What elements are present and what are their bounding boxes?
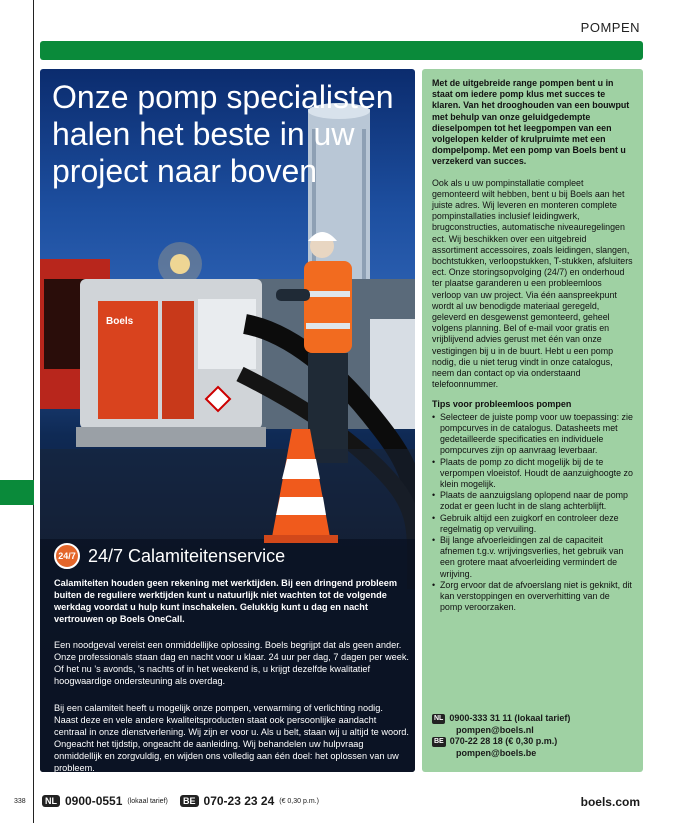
- section-side-tab: [0, 480, 34, 505]
- page-margin-line: [33, 0, 34, 823]
- contact-block: [432, 713, 570, 759]
- footer-nl-note: (lokaal tarief): [127, 797, 168, 805]
- clock-24-7-icon: 24/7: [54, 543, 80, 569]
- header-bar: [40, 41, 643, 60]
- footer-be-number[interactable]: 070-23 23 24: [203, 794, 275, 808]
- calamity-paragraph-1: Een noodgeval vereist een onmiddellijke oplossing. Boels begrijpt dat als geen ander. Onze professionals staan dag en nacht voor u klaar. 24 uur per dag, 7 dagen per week. Of het nu 's avonds, 's nachts of in het weekend is, u krijgt dezelfde kwalitatief hoogwaardige ondersteuning als overdag.: [54, 640, 409, 686]
- list-item: • Zorg ervoor dat de afvoerslang niet is geknikt, dit kan verstoppingen en oververhitting van de pomp veroorzaken.: [432, 580, 633, 614]
- list-item: • Selecteer de juiste pomp voor uw toepassing: zie pompcurves in de catalogus. Datasheets met gedetailleerde specificaties en individuele pompcurves zijn op aanvraag leverbaar.: [432, 412, 633, 457]
- be-phone[interactable]: 070-22 28 18 (€ 0,30 p.m.): [449, 736, 558, 746]
- footer-be-note: (€ 0,30 p.m.): [279, 797, 319, 805]
- list-item: • Gebruik altijd een zuigkorf en controleer deze regelmatig op vervuiling.: [432, 513, 633, 535]
- hero-title: Onze pomp specialisten halen het beste in uw project naar boven: [52, 79, 394, 189]
- list-item: • Plaats de pomp zo dicht mogelijk bij de te verpompen vloeistof. Houdt de aanzuighoogte zo klein mogelijk.: [432, 457, 633, 491]
- section-title: POMPEN: [580, 20, 640, 35]
- calamity-intro: Calamiteiten houden geen rekening met werktijden. Bij een dringend probleem buiten de reguliere werktijden kunt u natuurlijk niet wachten tot de volgende werkdag voordat u hulp kunt inschakelen. Gelukkig kunt u dag en nacht vertrouwen op Boels OneCall.: [54, 578, 398, 624]
- worker-legs: [308, 353, 348, 463]
- calamity-paragraph-2: Bij een calamiteit heeft u mogelijk onze pompen, verwarming of verlichting nodig. Naast deze en vele andere kwaliteitsproducten staat ook persoonlijke aandacht centraal in onze dienstverlening. Wij zijn er voor u. Als u belt, staan wij u altijd te woord. Ongeacht het tijdstip, ongeacht de aanleiding. Wij behandelen uw hulpvraag onmiddellijk en zorgvuldig, en wijden ons volledig aan één doel: het oplossen van uw probleem.: [54, 703, 409, 772]
- nl-flag-badge: NL: [434, 715, 444, 722]
- calamity-title: 24/7 Calamiteitenservice: [88, 545, 286, 566]
- safety-vest: [304, 261, 352, 353]
- info-panel: [422, 69, 643, 772]
- info-body: Ook als u uw pompinstallatie compleet gemonteerd wilt hebben, bent u bij Boels aan het juiste adres. Wij leveren en monteren complete pompinstallaties inclusief leidingwerk, brugconstructies, automatische niveauregelingen ect. Wij beschikken over een uitgebreid assortiment accessoires, zoals leidingen, slangen, bochtstukken, verloopstukken, T-stukken, afsluiters ect. Onze storingsopvolging (24/7) en onderhoud ter plaatse garanderen u een probleemloos verloop van uw project. Via één aanspreekpunt wordt al uw benodigde materiaal geregeld, geleverd en desgewenst gemonteerd, geheel volgens planning. Bel of e-mail voor gratis en vrijblijvend advies gerust met één van onze vestigingen bij u in de buurt. Hebt u een pomp nodig, die u niet terug vindt in onze catalogus, neem dan contact op via onderstaand telefoonnummer.: [432, 177, 633, 390]
- info-lead: Met de uitgebreide range pompen bent u in staat om iedere pomp klus met succes te klaren. Van het drooghouden van een bouwput met behulp van onze geluidgedempte dieselpompen tot het leegpompen van een volgelopen kelder of krulpruimte met een dompelpomp. Met een pomp van Boels bent u verzekerd van succes.: [432, 78, 630, 167]
- footer-nl-number[interactable]: 0900-0551: [65, 794, 123, 808]
- list-item: • Bij lange afvoerleidingen zal de capaciteit afnemen t.g.v. wrijvingsverlies, het gebruik van een grotere maat afvoerleiding vermindert de wrijving.: [432, 535, 633, 580]
- hero-panel: [40, 69, 415, 772]
- page-footer: [0, 790, 676, 814]
- website-link[interactable]: boels.com: [580, 795, 640, 809]
- nl-phone[interactable]: 0900-333 31 11 (lokaal tarief): [449, 713, 571, 723]
- calamity-heading: [54, 543, 285, 569]
- list-item: • Plaats de aanzuigslang oplopend naar de pomp zodat er geen lucht in de slang achterblijft.: [432, 490, 633, 512]
- tips-title: Tips voor probleemloos pompen: [432, 399, 572, 410]
- tips-list: [432, 412, 633, 614]
- pump-logo-text: Boels: [106, 316, 134, 327]
- nl-email[interactable]: pompen@boels.nl: [456, 724, 534, 735]
- footer-be-flag: BE: [180, 795, 199, 807]
- footer-nl-flag: NL: [42, 795, 60, 807]
- be-flag-badge: BE: [434, 738, 444, 745]
- footer-be-contact: [180, 794, 319, 808]
- page-number: 338: [14, 798, 26, 805]
- be-email[interactable]: pompen@boels.be: [456, 747, 537, 758]
- footer-nl-contact: [42, 794, 168, 808]
